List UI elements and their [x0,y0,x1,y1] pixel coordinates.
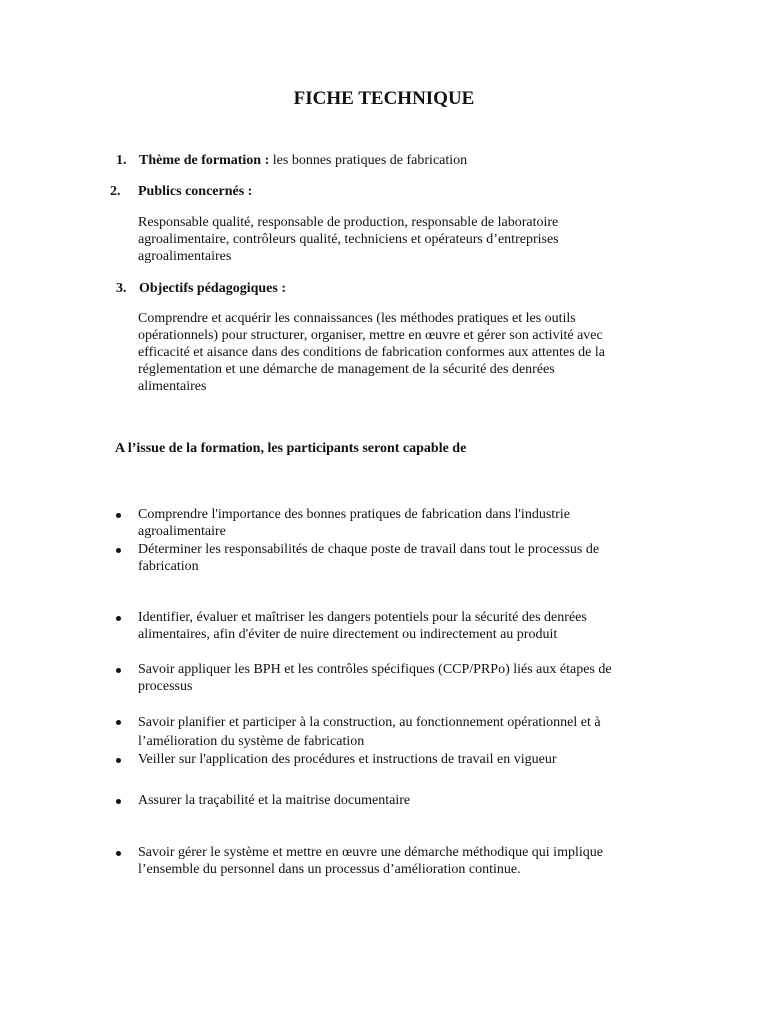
bullet-line: l’amélioration du système de fabrication [138,734,365,749]
bullet-line: Savoir gérer le système et mettre en œuvre une démarche méthodique qui implique [138,845,603,860]
bullet-line: l’ensemble du personnel dans un processus d’amélioration continue. [138,862,521,877]
objectifs-line: Comprendre et acquérir les connaissances (les méthodes pratiques et les outils [138,311,576,326]
objectifs-line: efficacité et aisance dans des conditions de fabrication conformes aux attentes de la [138,345,605,360]
publics-line: agroalimentaire, contrôleurs qualité, techniciens et opérateurs d’entreprises [138,232,559,247]
publics-paragraph [138,214,698,265]
objectifs-line: réglementation et une démarche de management de la sécurité des denrées [138,362,555,377]
bullet-line: fabrication [138,559,199,574]
bullet-line: alimentaires, afin d'éviter de nuire directement ou indirectement au produit [138,627,558,642]
bullet-line: agroalimentaire [138,524,226,539]
bullet-dot-icon [116,851,121,856]
intro-heading: A l’issue de la formation, les participants seront capable de [115,441,467,456]
bullet-dot-icon [116,720,121,725]
publics-line: agroalimentaires [138,249,232,264]
section-1-number: 1. [116,153,127,168]
bullet-line: Assurer la traçabilité et la maitrise documentaire [138,793,411,808]
bullet-line: processus [138,679,193,694]
objectifs-line: opérationnels) pour structurer, organiser, mettre en œuvre et gérer son activité avec [138,328,603,343]
bullet-line: Savoir appliquer les BPH et les contrôles spécifiques (CCP/PRPo) liés aux étapes de [138,662,612,677]
bullet-dot-icon [116,668,121,673]
bullet-dot-icon [116,513,121,518]
section-3-label: Objectifs pédagogiques : [139,281,286,296]
bullet-line: Veiller sur l'application des procédures et instructions de travail en vigueur [138,752,557,767]
bullet-dot-icon [116,758,121,763]
bullet-line: Identifier, évaluer et maîtriser les dangers potentiels pour la sécurité des denrées [138,610,587,625]
section-2-label: Publics concernés : [138,184,253,199]
bullet-line: Savoir planifier et participer à la construction, au fonctionnement opérationnel et à [138,715,601,730]
section-2-number: 2. [110,184,121,199]
bullet-line: Déterminer les responsabilités de chaque poste de travail dans tout le processus de [138,542,600,557]
bullet-line: Comprendre l'importance des bonnes pratiques de fabrication dans l'industrie [138,507,570,522]
bullet-dot-icon [116,616,121,621]
section-1-label: Thème de formation : [139,153,270,168]
objectifs-paragraph [138,310,698,395]
section-1-value: les bonnes pratiques de fabrication [269,153,468,168]
page-title: FICHE TECHNIQUE [293,88,475,109]
publics-line: Responsable qualité, responsable de production, responsable de laboratoire [138,215,559,230]
objectifs-line: alimentaires [138,379,207,394]
bullet-dot-icon [116,799,121,804]
bullet-dot-icon [116,548,121,553]
section-3-number: 3. [116,281,127,296]
